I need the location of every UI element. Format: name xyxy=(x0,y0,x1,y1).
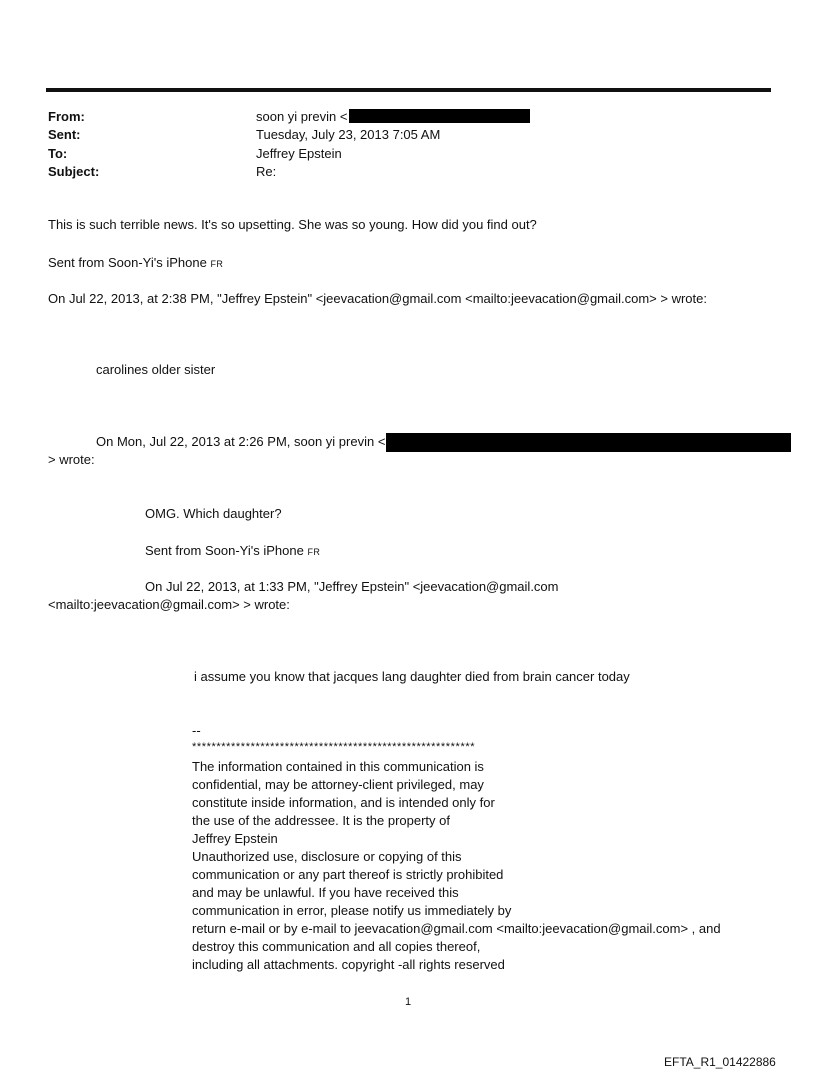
quote3-header-line1: On Jul 22, 2013, at 1:33 PM, "Jeffrey Epstein" <jeevacation@gmail.com xyxy=(145,579,559,594)
signature xyxy=(48,254,223,273)
signature-dashes: -- xyxy=(192,723,201,738)
disclaimer-line: including all attachments. copyright -all rights reserved xyxy=(192,957,505,972)
quote2-header-line1: On Mon, Jul 22, 2013 at 2:26 PM, soon yi previn < xyxy=(96,434,386,449)
to-value: Jeffrey Epstein xyxy=(256,146,342,161)
from-value: soon yi previn < xyxy=(256,109,348,124)
quote3-text: i assume you know that jacques lang daughter died from brain cancer today xyxy=(194,669,630,684)
disclaimer-line: Jeffrey Epstein xyxy=(192,831,278,846)
quote1-header: On Jul 22, 2013, at 2:38 PM, "Jeffrey Epstein" <jeevacation@gmail.com <mailto:jeevacation@gmail.com> > wrote: xyxy=(48,291,707,306)
from-label: From: xyxy=(48,109,85,124)
disclaimer-line: Unauthorized use, disclosure or copying of this xyxy=(192,849,462,864)
sent-value: Tuesday, July 23, 2013 7:05 AM xyxy=(256,127,441,142)
sent-label: Sent: xyxy=(48,127,81,142)
signature-text: Sent from Soon-Yi's iPhone xyxy=(48,255,207,270)
redaction-box xyxy=(386,433,791,452)
quote2-text: OMG. Which daughter? xyxy=(145,506,282,521)
disclaimer-line: communication or any part thereof is strictly prohibited xyxy=(192,867,504,882)
signature-text: Sent from Soon-Yi's iPhone xyxy=(145,543,304,558)
subject-value: Re: xyxy=(256,164,277,179)
disclaimer-line: confidential, may be attorney-client privileged, may xyxy=(192,777,484,792)
redaction-box xyxy=(349,109,530,123)
document-id: EFTA_R1_01422886 xyxy=(664,1055,776,1069)
signature-tag: FR xyxy=(307,547,321,557)
signature-stars: ********************************************************** xyxy=(192,741,476,753)
page-number: 1 xyxy=(405,996,412,1008)
quote2-header-line2: > wrote: xyxy=(48,452,95,467)
quote1-text: carolines older sister xyxy=(96,362,216,377)
reply-text: This is such terrible news. It's so upsetting. She was so young. How did you find out? xyxy=(48,217,537,232)
subject-label: Subject: xyxy=(48,164,100,179)
disclaimer-line: and may be unlawful. If you have received this xyxy=(192,885,459,900)
disclaimer-line: the use of the addressee. It is the property of xyxy=(192,813,450,828)
header-rule xyxy=(46,88,771,92)
disclaimer-line: constitute inside information, and is intended only for xyxy=(192,795,495,810)
disclaimer-line: return e-mail or by e-mail to jeevacation@gmail.com <mailto:jeevacation@gmail.com> , and xyxy=(192,921,721,936)
to-label: To: xyxy=(48,146,68,161)
disclaimer-line: The information contained in this communication is xyxy=(192,759,484,774)
signature-tag: FR xyxy=(210,259,224,269)
quote2-signature xyxy=(145,542,320,561)
quote3-header-line2: <mailto:jeevacation@gmail.com> > wrote: xyxy=(48,597,290,612)
disclaimer-line: communication in error, please notify us immediately by xyxy=(192,903,512,918)
disclaimer-line: destroy this communication and all copies thereof, xyxy=(192,939,481,954)
